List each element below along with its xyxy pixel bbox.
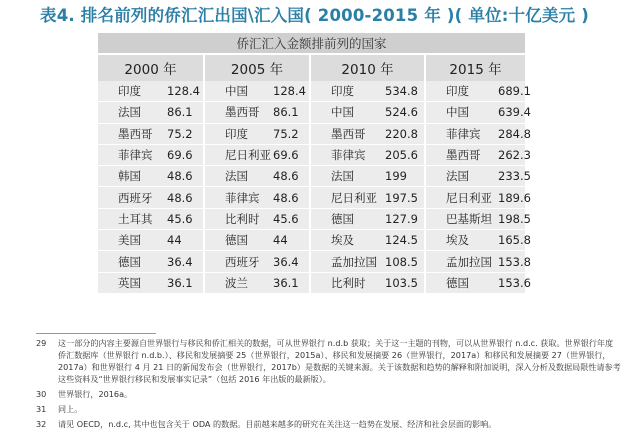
year-header: 2005 年 bbox=[204, 54, 310, 81]
table-title: 表4. 排名前列的侨汇汇出国\汇入国( 2000-2015 年 )( 单位:十亿美元 ) bbox=[40, 6, 589, 25]
country-cell: 印度 bbox=[425, 81, 492, 102]
country-cell: 墨西哥 bbox=[425, 144, 492, 165]
value-cell: 262.3 bbox=[492, 144, 525, 165]
value-cell: 103.5 bbox=[379, 272, 425, 293]
table-row bbox=[98, 251, 525, 272]
value-cell: 48.6 bbox=[267, 166, 310, 187]
value-cell: 36.4 bbox=[267, 251, 310, 272]
country-cell: 印度 bbox=[98, 81, 161, 102]
table-row bbox=[98, 272, 525, 293]
footnote-number: 29 bbox=[36, 338, 47, 348]
value-cell: 128.4 bbox=[161, 81, 204, 102]
value-cell: 45.6 bbox=[161, 208, 204, 229]
value-cell: 284.8 bbox=[492, 123, 525, 144]
table-row bbox=[98, 81, 525, 102]
country-cell: 德国 bbox=[425, 272, 492, 293]
value-cell: 199 bbox=[379, 166, 425, 187]
value-cell: 534.8 bbox=[379, 81, 425, 102]
country-cell: 法国 bbox=[425, 166, 492, 187]
country-cell: 孟加拉国 bbox=[425, 251, 492, 272]
footnote bbox=[36, 388, 621, 400]
value-cell: 197.5 bbox=[379, 187, 425, 208]
country-cell: 波兰 bbox=[204, 272, 267, 293]
country-cell: 印度 bbox=[204, 123, 267, 144]
footnote-number: 32 bbox=[36, 419, 47, 429]
footnotes bbox=[36, 337, 621, 433]
country-cell: 英国 bbox=[98, 272, 161, 293]
value-cell: 220.8 bbox=[379, 123, 425, 144]
value-cell: 153.6 bbox=[492, 272, 525, 293]
value-cell: 86.1 bbox=[267, 102, 310, 123]
country-cell: 巴基斯坦 bbox=[425, 208, 492, 229]
footnote-number: 31 bbox=[36, 404, 47, 414]
footnote-text: 世界银行，2016a。 bbox=[58, 389, 133, 399]
table-row bbox=[98, 166, 525, 187]
value-cell: 128.4 bbox=[267, 81, 310, 102]
value-cell: 69.6 bbox=[267, 144, 310, 165]
country-cell: 美国 bbox=[98, 230, 161, 251]
value-cell: 198.5 bbox=[492, 208, 525, 229]
footnote-text: 请见 OECD，n.d.c, 其中也包含关于 ODA 的数据。目前越来越多的研究在关注这一趋势在发展、经济和社会层面的影响。 bbox=[58, 419, 497, 429]
country-cell: 法国 bbox=[98, 102, 161, 123]
value-cell: 233.5 bbox=[492, 166, 525, 187]
country-cell: 韩国 bbox=[98, 166, 161, 187]
value-cell: 45.6 bbox=[267, 208, 310, 229]
value-cell: 44 bbox=[161, 230, 204, 251]
footnote bbox=[36, 337, 621, 385]
value-cell: 48.6 bbox=[161, 187, 204, 208]
country-cell: 比利时 bbox=[204, 208, 267, 229]
value-cell: 48.6 bbox=[267, 187, 310, 208]
year-header: 2010 年 bbox=[310, 54, 425, 81]
country-cell: 西班牙 bbox=[98, 187, 161, 208]
country-cell: 墨西哥 bbox=[204, 102, 267, 123]
year-header: 2000 年 bbox=[98, 54, 204, 81]
footnote-text: 这一部分的内容主要源自世界银行与移民和侨汇相关的数据，可从世界银行 n.d.b 获取；关于这一主题的刊物，可以从世界银行 n.d.c. 获取。世界银行年度侨汇数据库（世界银行 n.d.b.）、移民和发展摘要 25（世界银行，2015a）、移民和发展摘要 26（世界银行，2017a）和移民和发展摘要 27（世界银行，2017a）和世界银行 4 月 21 日的新闻发布会（世界银行，2017b）是数据的关键来源。关于该数据和趋势的解释和附加说明，深入分析及数据局限性请参考这些资料及“世界银行移民和发展事实记录”（包括 2016 年出版的最新版）。 bbox=[58, 338, 621, 384]
value-cell: 153.8 bbox=[492, 251, 525, 272]
country-cell: 菲律宾 bbox=[425, 123, 492, 144]
country-cell: 墨西哥 bbox=[310, 123, 379, 144]
value-cell: 689.1 bbox=[492, 81, 525, 102]
value-cell: 524.6 bbox=[379, 102, 425, 123]
country-cell: 孟加拉国 bbox=[310, 251, 379, 272]
value-cell: 75.2 bbox=[267, 123, 310, 144]
value-cell: 36.4 bbox=[161, 251, 204, 272]
country-cell: 墨西哥 bbox=[98, 123, 161, 144]
country-cell: 西班牙 bbox=[204, 251, 267, 272]
country-cell: 德国 bbox=[204, 230, 267, 251]
footnote-divider bbox=[36, 333, 156, 334]
country-cell: 法国 bbox=[310, 166, 379, 187]
table-row bbox=[98, 144, 525, 165]
table-row bbox=[98, 187, 525, 208]
country-cell: 菲律宾 bbox=[98, 144, 161, 165]
country-cell: 比利时 bbox=[310, 272, 379, 293]
value-cell: 69.6 bbox=[161, 144, 204, 165]
value-cell: 165.8 bbox=[492, 230, 525, 251]
table-row bbox=[98, 230, 525, 251]
footnote-text: 同上。 bbox=[58, 404, 83, 414]
table-row bbox=[98, 123, 525, 144]
year-header: 2015 年 bbox=[425, 54, 525, 81]
value-cell: 86.1 bbox=[161, 102, 204, 123]
value-cell: 75.2 bbox=[161, 123, 204, 144]
value-cell: 36.1 bbox=[267, 272, 310, 293]
country-cell: 尼日利亚 bbox=[204, 144, 267, 165]
country-cell: 菲律宾 bbox=[310, 144, 379, 165]
value-cell: 124.5 bbox=[379, 230, 425, 251]
country-cell: 德国 bbox=[98, 251, 161, 272]
value-cell: 205.6 bbox=[379, 144, 425, 165]
remittance-table bbox=[98, 33, 531, 294]
table-row bbox=[98, 102, 525, 123]
value-cell: 48.6 bbox=[161, 166, 204, 187]
country-cell: 中国 bbox=[425, 102, 492, 123]
value-cell: 36.1 bbox=[161, 272, 204, 293]
table-row bbox=[98, 208, 525, 229]
country-cell: 埃及 bbox=[310, 230, 379, 251]
country-cell: 中国 bbox=[204, 81, 267, 102]
value-cell: 189.6 bbox=[492, 187, 525, 208]
footnote bbox=[36, 403, 621, 415]
country-cell: 法国 bbox=[204, 166, 267, 187]
value-cell: 44 bbox=[267, 230, 310, 251]
country-cell: 尼日利亚 bbox=[425, 187, 492, 208]
footnote bbox=[36, 418, 621, 430]
value-cell: 108.5 bbox=[379, 251, 425, 272]
country-cell: 中国 bbox=[310, 102, 379, 123]
country-cell: 土耳其 bbox=[98, 208, 161, 229]
table-band-header: 侨汇汇入金额排前列的国家 bbox=[98, 33, 525, 54]
country-cell: 菲律宾 bbox=[204, 187, 267, 208]
country-cell: 印度 bbox=[310, 81, 379, 102]
country-cell: 尼日利亚 bbox=[310, 187, 379, 208]
country-cell: 埃及 bbox=[425, 230, 492, 251]
country-cell: 德国 bbox=[310, 208, 379, 229]
footnote-number: 30 bbox=[36, 389, 47, 399]
value-cell: 127.9 bbox=[379, 208, 425, 229]
value-cell: 639.4 bbox=[492, 102, 525, 123]
